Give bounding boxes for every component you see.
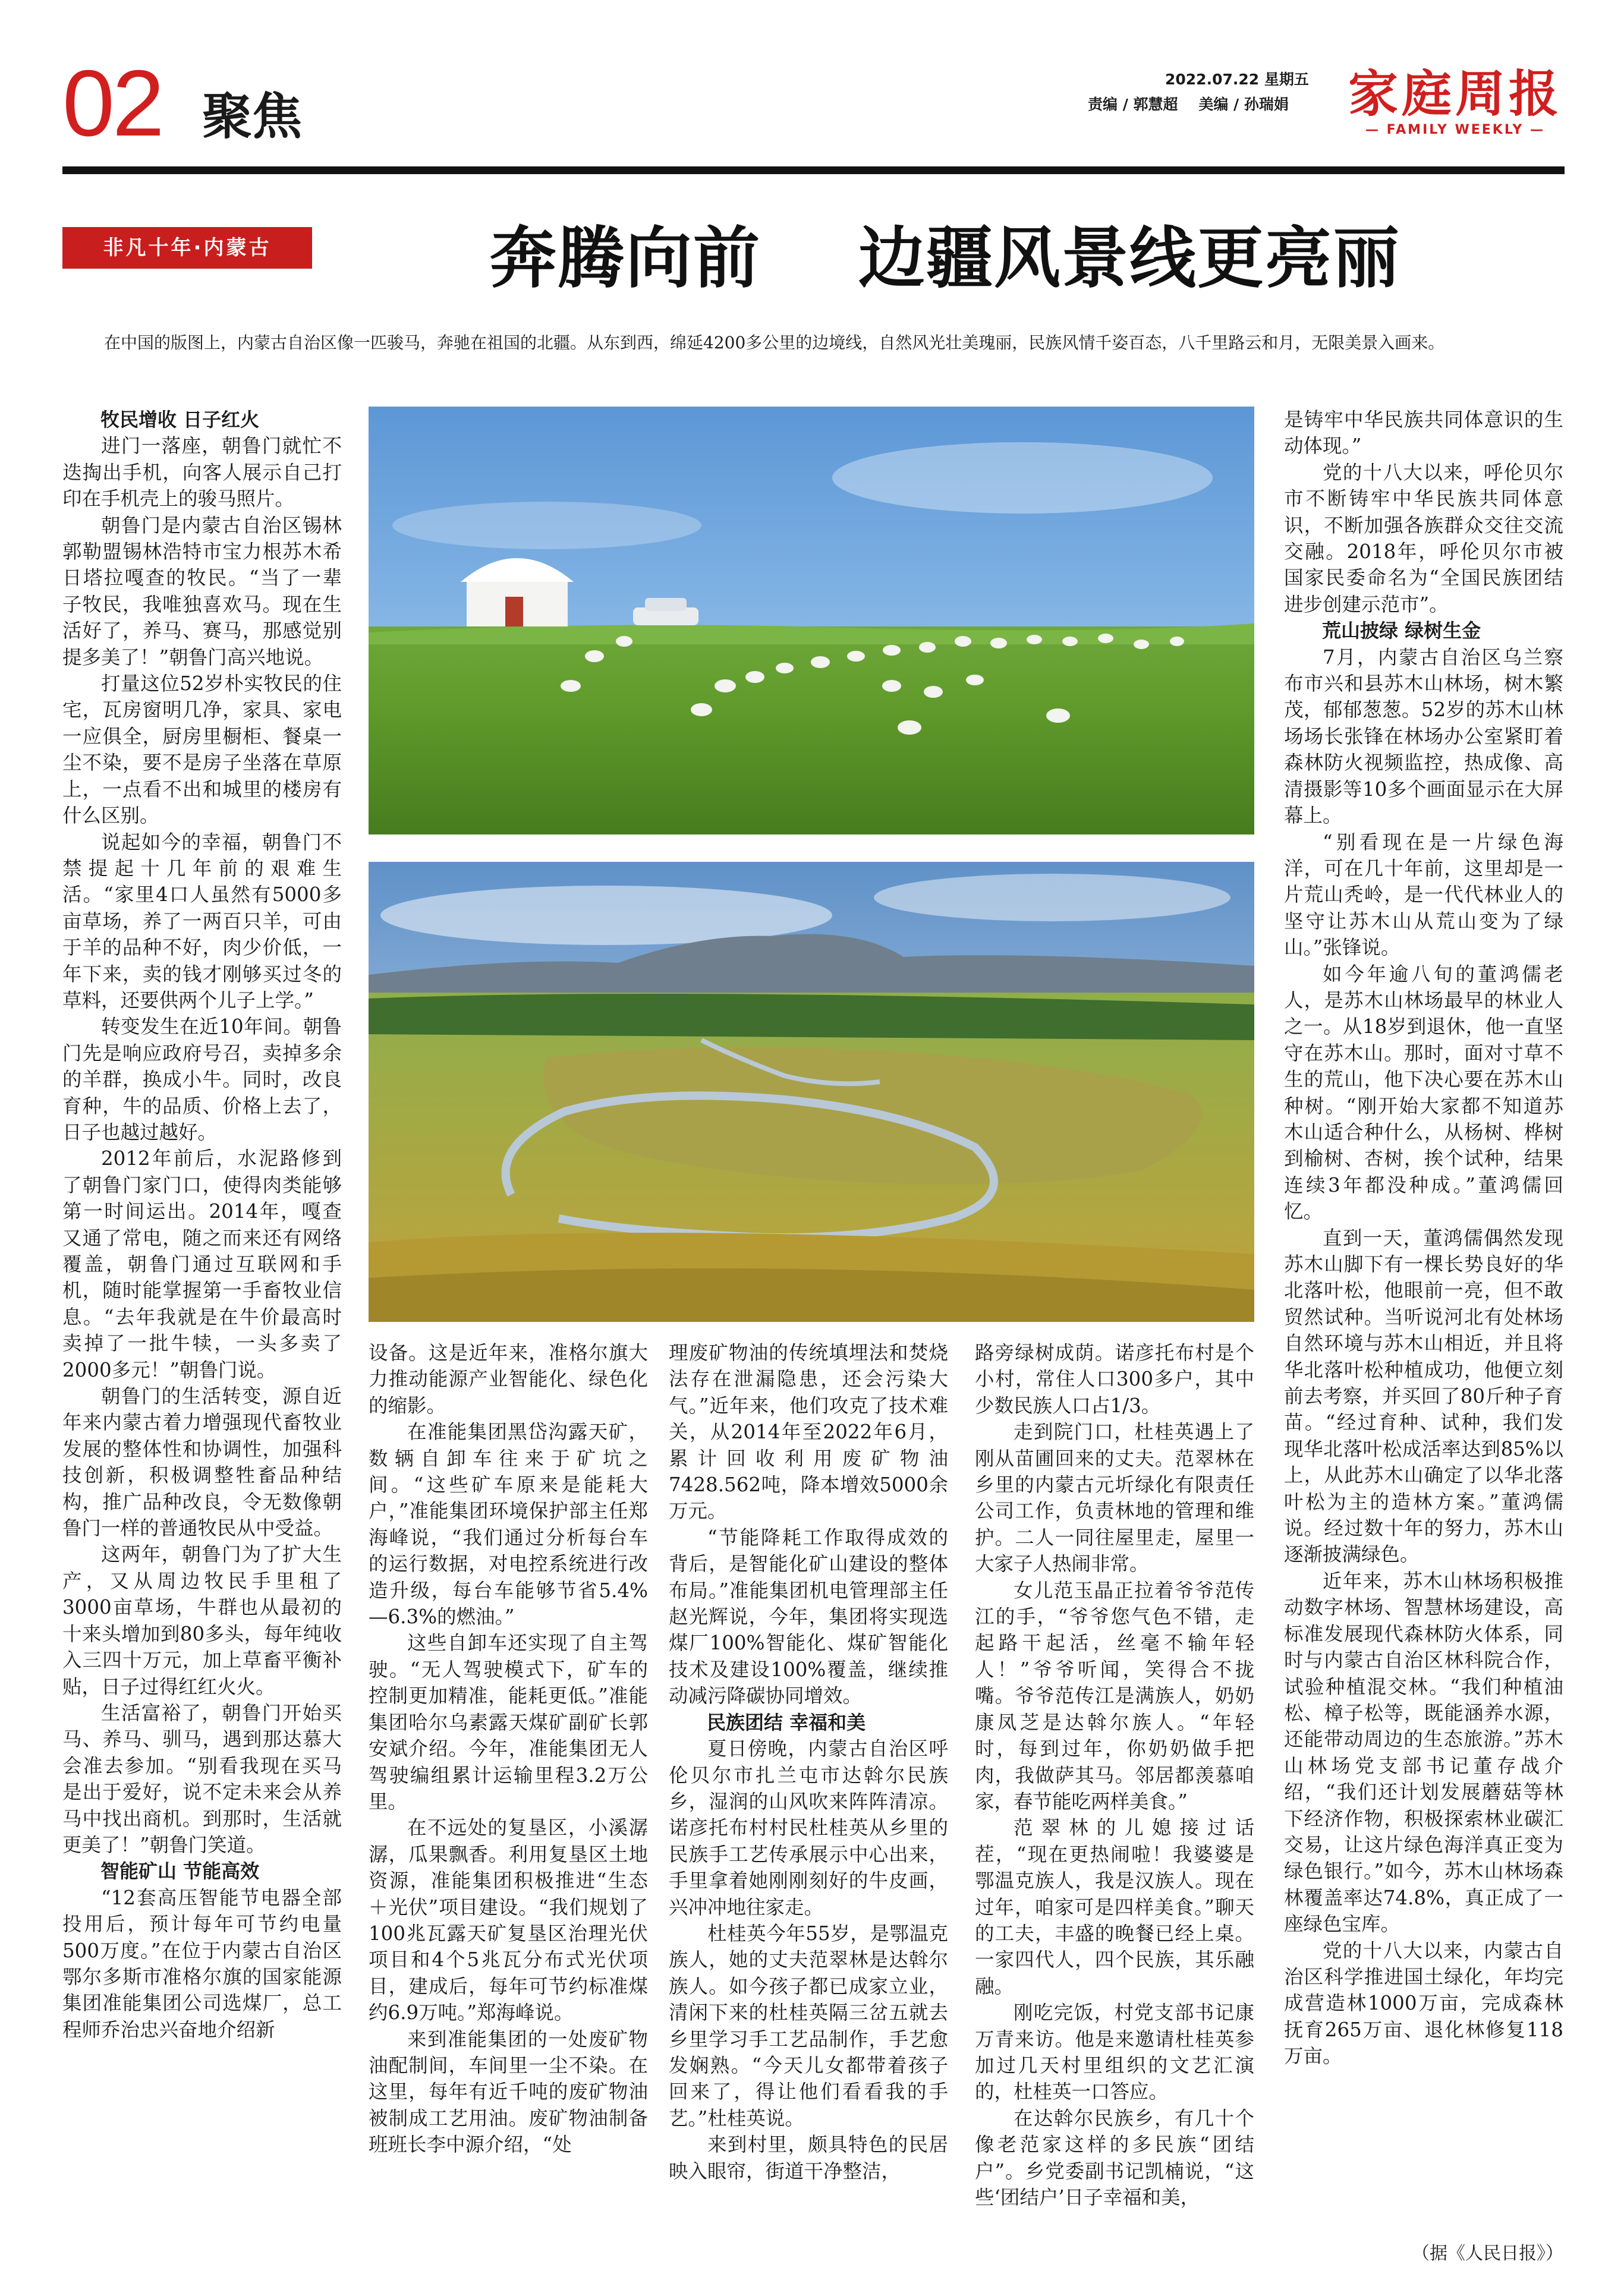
river-wetland-photo	[369, 862, 1254, 1322]
article-column-4	[975, 1340, 1254, 2210]
paragraph: 生活富裕了，朝鲁门开始买马、养马、驯马，遇到那达慕大会准去参加。“别看我现在买马是出于爱好，说不定未来会从养马中找出商机。到那时，生活就更美了！”朝鲁门笑道。	[62, 1701, 342, 1856]
subheading: 牧民增收 日子红火	[100, 408, 260, 431]
paragraph: 近年来，苏木山林场积极推动数字林场、智慧林场建设，高标准发展现代森林防火体系，同时与内蒙古自治区林科院合作，试验种植混交林。“我们种植油松、樟子松等，既能涵养水源，还能带动周边的生态旅游。”苏木山林场党支部书记董存战介绍，“我们还计划发展蘑菇等林下经济作物，积极探索林业碳汇交易，让这片绿色海洋真正变为绿色银行。”如今，苏木山林场森林覆盖率达74.8%，真正成了一座绿色宝库。	[1284, 1569, 1563, 1936]
paragraph: 刚吃完饭，村党支部书记康万青来访。他是来邀请杜桂英参加过几天村里组织的文艺汇演的，杜桂英一口答应。	[975, 2001, 1254, 2103]
paragraph: 是铸牢中华民族共同体意识的生动体现。”	[1284, 408, 1563, 458]
masthead-logo	[1342, 65, 1568, 138]
paragraph: 朝鲁门是内蒙古自治区锡林郭勒盟锡林浩特市宝力根苏木希日塔拉嘎查的牧民。“当了一辈子牧民，我唯独喜欢马。现在生活好了，养马、赛马，那感觉别提多美了！”朝鲁门高兴地说。	[62, 514, 342, 669]
paragraph: 朝鲁门的生活转变，源自近年来内蒙古着力增强现代畜牧业发展的整体性和协调性，加强科技创新，积极调整牲畜品种结构，推广品种改良，令无数像朝鲁门一样的普通牧民从中受益。	[62, 1385, 342, 1540]
paragraph: 来到村里，颇具特色的民居映入眼帘，街道干净整洁，	[669, 2133, 948, 2183]
paragraph: 杜桂英今年55岁，是鄂温克族人，她的丈夫范翠林是达斡尔族人。如今孩子都已成家立业，清闲下来的杜桂英隔三岔五就去乡里学习手工艺品制作，手艺愈发娴熟。“今天儿女都带着孩子回来了，得让他们看看我的手艺。”杜桂英说。	[669, 1922, 948, 2130]
paragraph: 走到院门口，杜桂英遇上了刚从苗圃回来的丈夫。范翠林在乡里的内蒙古元圻绿化有限责任公司工作，负责林地的管理和维护。二人一同往屋里走，屋里一大家子人热闹非常。	[975, 1421, 1254, 1576]
paragraph: 党的十八大以来，内蒙古自治区科学推进国土绿化，年均完成营造林1000万亩，完成森林抚育265万亩、退化林修复118万亩。	[1284, 1939, 1563, 2068]
column-tag: 非凡十年·内蒙古	[62, 227, 312, 269]
paragraph: “节能降耗工作取得成效的背后，是智能化矿山建设的整体布局。”准能集团机电管理部主任赵光辉说，今年，集团将实现选煤厂100%智能化、煤矿智能化技术及建设100%覆盖，继续推动减污降碳协同增效。	[669, 1526, 948, 1708]
article-column-2	[369, 1340, 648, 2158]
paragraph: 这两年，朝鲁门为了扩大生产，又从周边牧民手里租了3000亩草场，牛群也从最初的十来头增加到80多头，每年纯收入三四十万元，加上草畜平衡补贴，日子过得红红火火。	[62, 1543, 342, 1698]
paragraph: 进门一落座，朝鲁门就忙不迭掏出手机，向客人展示自己打印在手机壳上的骏马照片。	[62, 434, 342, 511]
paragraph: 理废矿物油的传统填埋法和焚烧法存在泄漏隐患，还会污染大气。”近年来，他们攻克了技术难关，从2014年至2022年6月，累计回收利用废矿物油7428.562吨，降本增效5000余万元。	[669, 1341, 948, 1523]
source-credit: （据《人民日报》）	[1412, 2243, 1563, 2264]
section-name: 聚焦	[202, 87, 303, 146]
paragraph: 党的十八大以来，呼伦贝尔市不断铸牢中华民族共同体意识，不断加强各族群众交往交流交融。2018年，呼伦贝尔市被国家民委命名为“全国民族团结进步创建示范市”。	[1284, 461, 1563, 616]
masthead-subtitle: — FAMILY WEEKLY —	[1365, 122, 1546, 137]
paragraph: 这些自卸车还实现了自主驾驶。“无人驾驶模式下，矿车的控制更加精准，能耗更低。”准能集团哈尔乌素露天煤矿副矿长郭安斌介绍。今年，准能集团无人驾驶编组累计运输里程3.2万公里。	[369, 1632, 648, 1813]
page-number: 02	[62, 51, 162, 156]
header-rule	[62, 166, 1565, 174]
paragraph: 直到一天，董鸿儒偶然发现苏木山脚下有一棵长势良好的华北落叶松，他眼前一亮，但不敢贸然试种。当听说河北有处林场自然环境与苏木山相近，并且将华北落叶松种植成功，他便立刻前去考察，并买回了80斤种子育苗。“经过育种、试种，我们发现华北落叶松成活率达到85%以上，从此苏木山确定了以华北落叶松为主的造林方案。”董鸿儒说。经过数十年的努力，苏木山逐渐披满绿色。	[1284, 1226, 1563, 1566]
paragraph: 在达斡尔民族乡，有几十个像老范家这样的多民族“团结户”。乡党委副书记凯楠说，“这些‘团结户’日子幸福和美，	[975, 2106, 1254, 2209]
issue-date: 2022.07.22 星期五	[1165, 71, 1309, 88]
paragraph: 在准能集团黑岱沟露天矿，数辆自卸车往来于矿坑之间。“这些矿车原来是能耗大户，”准能集团环境保护部主任郑海峰说，“我们通过分析每台车的运行数据，对电控系统进行改造升级，每台车能够节省5.4%—6.3%的燃油。”	[369, 1421, 648, 1629]
paragraph: 在不远处的复垦区，小溪潺潺，瓜果飘香。利用复垦区土地资源，准能集团积极推进“生态＋光伏”项目建设。“我们规划了100兆瓦露天矿复垦区治理光伏项目和4个5兆瓦分布式光伏项目，建成后，每年可节约标准煤约6.9万吨。”郑海峰说。	[369, 1816, 648, 2024]
article-column-1	[62, 407, 342, 2043]
paragraph: 路旁绿树成荫。诺彦托布村是个小村，常住人口300多户，其中少数民族人口占1/3。	[975, 1341, 1254, 1417]
paragraph: 说起如今的幸福，朝鲁门不禁提起十几年前的艰难生活。“家里4口人虽然有5000多亩草场，养了一两百只羊，可由于羊的品种不好，肉少价低，一年下来，卖的钱才刚够买过冬的草料，还要供两个儿子上学。”	[62, 830, 342, 1012]
lead-paragraph: 在中国的版图上，内蒙古自治区像一匹骏马，奔驰在祖国的北疆。从东到西，绵延4200多公里的边境线，自然风光壮美瑰丽，民族风情千姿百态，八千里路云和月，无限美景入画来。	[104, 333, 1445, 352]
headline: 奔腾向前 边疆风景线更亮丽	[490, 220, 1400, 297]
subheading: 民族团结 幸福和美	[707, 1711, 866, 1734]
paragraph: 范翠林的儿媳接过话茬，“现在更热闹啦！我婆婆是鄂温克族人，我是汉族人。现在过年，咱家可是四样美食。”聊天的工夫，丰盛的晚餐已经上桌。一家四代人，四个民族，其乐融融。	[975, 1816, 1254, 1998]
masthead-title: 家庭周报	[1348, 64, 1562, 123]
paragraph: 如今年逾八旬的董鸿儒老人，是苏木山林场最早的林业人之一。从18岁到退休，他一直坚守在苏木山。那时，面对寸草不生的荒山，他下决心要在苏木山种树。“刚开始大家都不知道苏木山适合种什么，从杨树、桦树到榆树、杏树，挨个试种，结果连续3年都没种成。”董鸿儒回忆。	[1284, 962, 1563, 1223]
article-column-3	[669, 1340, 948, 2184]
subheading: 智能矿山 节能高效	[100, 1860, 260, 1883]
paragraph: 女儿范玉晶正拉着爷爷范传江的手，“爷爷您气色不错，走起路干起活，丝毫不输年轻人！”爷爷听闻，笑得合不拢嘴。爷爷范传江是满族人，奶奶康凤芝是达斡尔族人。“年轻时，每到过年，你奶奶做手把肉，我做萨其马。邻居都羡慕咱家，春节能吃两样美食。”	[975, 1579, 1254, 1813]
paragraph: 夏日傍晚，内蒙古自治区呼伦贝尔市扎兰屯市达斡尔民族乡，湿润的山风吹来阵阵清凉。诺彦托布村村民杜桂英从乡里的民族手工艺传承展示中心出来，手里拿着她刚刚刻好的牛皮画，兴冲冲地往家走。	[669, 1737, 948, 1919]
paragraph: “12套高压智能节电器全部投用后，预计每年可节约电量500万度。”在位于内蒙古自治区鄂尔多斯市准格尔旗的国家能源集团准能集团公司选煤厂，总工程师乔治忠兴奋地介绍新	[62, 1886, 342, 2041]
paragraph: 设备。这是近年来，准格尔旗大力推动能源产业智能化、绿色化的缩影。	[369, 1341, 648, 1417]
paragraph: 转变发生在近10年间。朝鲁门先是响应政府号召，卖掉多余的羊群，换成小牛。同时，改良育种，牛的品质、价格上去了，日子也越过越好。	[62, 1015, 342, 1144]
paragraph: “别看现在是一片绿色海洋，可在几十年前，这里却是一片荒山秃岭，是一代代林业人的坚守让苏木山从荒山变为了绿山。”张锋说。	[1284, 830, 1563, 959]
grassland-photo	[369, 407, 1254, 834]
subheading: 荒山披绿 绿树生金	[1322, 619, 1481, 643]
article-column-5	[1284, 407, 1563, 2070]
paragraph: 打量这位52岁朴实牧民的住宅，瓦房窗明几净，家具、家电一应俱全，厨房里橱柜、餐桌一尘不染，要不是房子坐落在草原上，一点看不出和城里的楼房有什么区别。	[62, 672, 342, 827]
editor-credits: 责编 / 郭慧超 美编 / 孙瑞娟	[1088, 96, 1289, 113]
paragraph: 来到准能集团的一处废矿物油配制间，车间里一尘不染。在这里，每年有近千吨的废矿物油被制成工艺用油。废矿物油制备班班长李中源介绍，“处	[369, 2027, 648, 2156]
paragraph: 7月，内蒙古自治区乌兰察布市兴和县苏木山林场，树木繁茂，郁郁葱葱。52岁的苏木山林场场长张锋在林场办公室紧盯着森林防火视频监控，热成像、高清摄影等10多个画面显示在大屏幕上。	[1284, 645, 1563, 827]
paragraph: 2012年前后，水泥路修到了朝鲁门家门口，使得肉类能够第一时间运出。2014年，嘎查又通了常电，随之而来还有网络覆盖，朝鲁门通过互联网和手机，随时能掌握第一手畜牧业信息。“去年我就是在牛价最高时卖掉了一批牛犊，一头多卖了2000多元！”朝鲁门说。	[62, 1147, 342, 1381]
